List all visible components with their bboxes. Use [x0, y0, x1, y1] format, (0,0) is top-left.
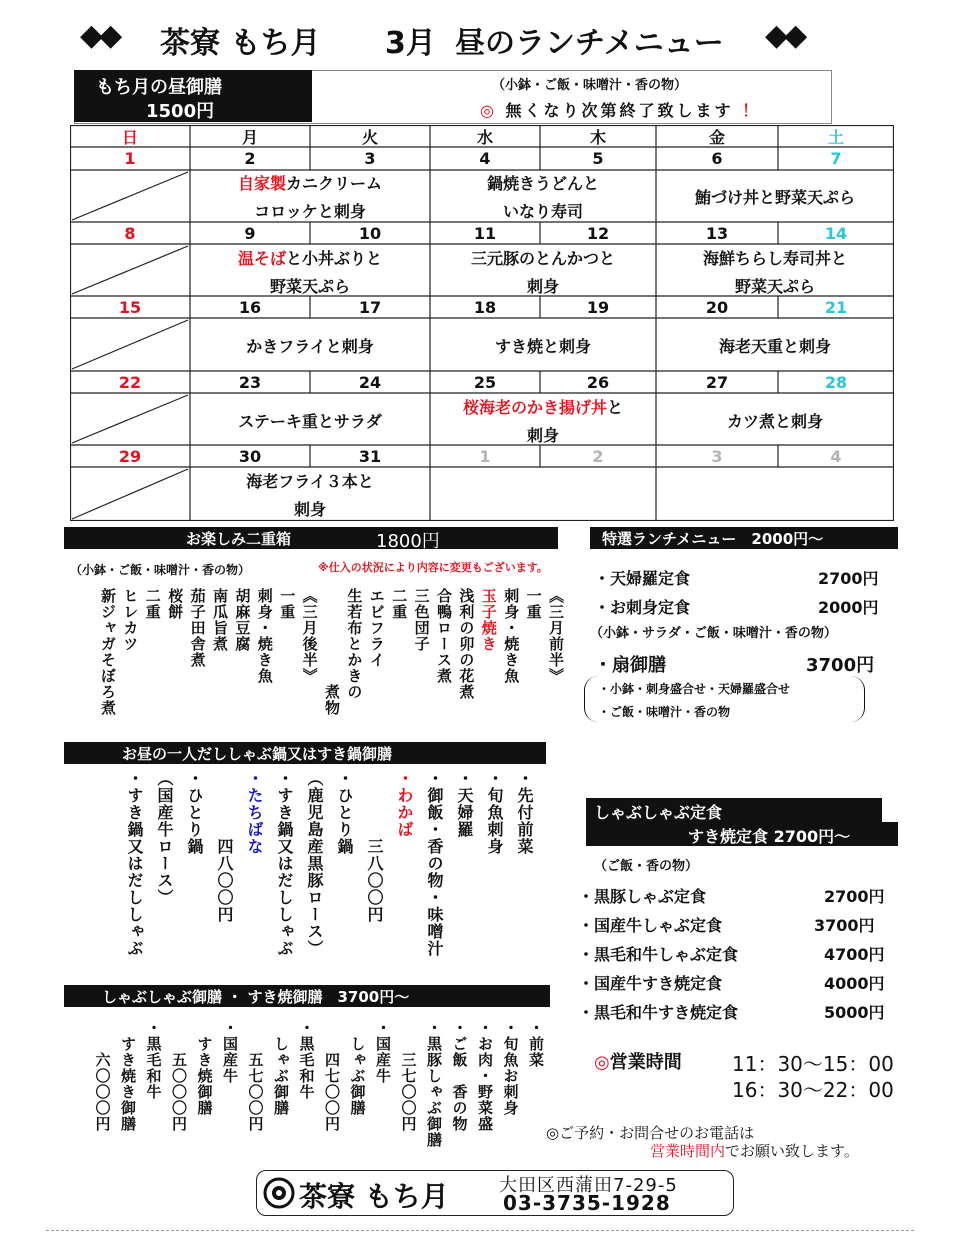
shabu-item-name: ・黒毛和牛しゃぶ定食: [578, 945, 739, 964]
shabu-teishoku-header-1: [586, 798, 882, 822]
calendar-day-number: 27: [705, 373, 729, 392]
calendar-meal: [656, 333, 894, 361]
tokusen-sashimi-note: （小鉢・サラダ・ご飯・味噌汁・香の物）: [590, 626, 837, 641]
meal-line-1: [656, 245, 894, 273]
vertical-text-column: ・黒豚しゃぶ御膳: [425, 1020, 443, 1148]
calendar-meal: [656, 245, 894, 301]
lunch-set-label: [74, 70, 312, 122]
vertical-text-column: 四八〇〇円: [215, 770, 234, 923]
vertical-text-column: ・わかば: [395, 770, 414, 838]
vertical-text-column: すき焼き御膳: [119, 1020, 137, 1132]
shabu-item-price: 4700円: [824, 945, 885, 964]
ougi-gozen-price: 3700円: [806, 655, 875, 676]
vertical-text-column: 五七〇〇円: [246, 1020, 265, 1132]
vertical-text-column: ヒレカツ: [121, 588, 140, 652]
calendar-meal: [430, 394, 656, 450]
vertical-text-column: 胡麻豆腐: [233, 588, 252, 652]
shabu-item-name: ・国産牛しゃぶ定食: [578, 916, 723, 935]
calendar-day-number: 1: [479, 447, 491, 466]
vertical-text-column: ・天婦羅: [455, 770, 474, 838]
title-right-diamonds: ◆◆: [765, 18, 804, 53]
tokusen-header-text: 特選ランチメニュー 2000円～: [602, 530, 824, 548]
vertical-text-column: 五〇〇〇円: [170, 1020, 188, 1132]
vertical-text-column: すき焼御膳: [195, 1020, 214, 1116]
vertical-text-column: 《三月後半》: [300, 588, 319, 684]
calendar-day-number: 10: [358, 224, 382, 243]
notice-mark: ◎: [480, 101, 497, 120]
meal-line-1: [430, 245, 656, 273]
calendar-day-number: 5: [592, 149, 604, 168]
lunch-set-notice: [480, 98, 761, 121]
vertical-text-column: （鹿児島産黒豚ロース）: [305, 770, 324, 957]
calendar-day-number: 15: [118, 298, 142, 317]
nijubako-header: [64, 527, 558, 552]
meal-line-2: 野菜天ぷら: [734, 277, 815, 296]
calendar-day-number: 29: [118, 447, 142, 466]
vertical-text-column: （国産牛ロース）: [155, 770, 174, 906]
calendar-meal: [656, 184, 894, 212]
calendar-meal: [190, 245, 430, 301]
calendar-day-number: 28: [824, 373, 848, 392]
meal-line-1: [190, 245, 430, 273]
meal-text-part: と: [607, 398, 624, 417]
meal-text-part: と小丼ぶりと: [286, 249, 383, 268]
calendar-day-number: 11: [473, 224, 497, 243]
title-shop-name: 茶寮 もち月: [160, 26, 321, 61]
meal-text-part: 海老フライ３本と: [246, 472, 374, 491]
calendar-day-number: 4: [830, 447, 842, 466]
vertical-text-column: ・先付前菜: [515, 770, 534, 855]
footer-shop-card: [256, 1170, 734, 1216]
shabu-item-name: ・黒豚しゃぶ定食: [578, 887, 707, 906]
meal-line-1: [430, 170, 656, 198]
calendar-meal: [190, 333, 430, 361]
vertical-text-column: 三色団子: [412, 588, 431, 652]
vertical-text-column: 一重: [278, 588, 297, 620]
tokusen-item-tempura: [594, 566, 690, 589]
calendar-day-number: 17: [358, 298, 382, 317]
hours-label: ◎営業時間: [594, 1052, 682, 1073]
lunch-set-includes: （小鉢・ご飯・味噌汁・香の物）: [492, 78, 688, 93]
meal-line-2: 野菜天ぷら: [269, 277, 350, 296]
tokusen-header: [590, 527, 898, 549]
calendar-meal: [656, 408, 894, 436]
weekday-wed: 水: [476, 128, 493, 147]
weekday-mon: 月: [241, 128, 258, 147]
meal-text-part: 桜海老のかき揚げ丼: [462, 398, 607, 417]
calendar-day-number: 8: [124, 224, 136, 243]
vertical-text-column: ・すき鍋又はだししゃぶ: [125, 770, 144, 957]
footer-shop-name: 茶寮 もち月: [299, 1180, 449, 1213]
calendar-meal: [430, 245, 656, 301]
vertical-text-column: 三八〇〇円: [365, 770, 384, 923]
calendar-day-number: 6: [711, 149, 723, 168]
vertical-text-column: ・国産牛: [374, 1020, 392, 1084]
calendar-meal: [190, 170, 430, 226]
vertical-text-column: ・たちばな: [245, 770, 264, 855]
vertical-text-column: エビフライ: [367, 588, 386, 668]
vertical-text-column: 玉子焼き: [479, 588, 498, 652]
nijubako-includes: （小鉢・ご飯・味噌汁・香の物）: [70, 563, 251, 577]
calendar-day-number: 23: [238, 373, 262, 392]
shabu-includes: （ご飯・香の物）: [594, 859, 699, 874]
vertical-text-column: 南瓜旨煮: [211, 588, 229, 652]
shabu-item-price: 4000円: [824, 974, 885, 993]
shabu-item-price: 5000円: [824, 1003, 885, 1022]
meal-text-part: すき焼と刺身: [494, 337, 591, 356]
shabu-item-name: ・黒毛和牛すき焼定食: [578, 1003, 739, 1022]
calendar-day-number: 25: [473, 373, 497, 392]
vertical-text-column: 生若布とかきの: [345, 588, 364, 700]
meal-text-part: カニクリーム: [286, 174, 383, 193]
calendar-day-number: 26: [586, 373, 610, 392]
page-title: [0, 10, 960, 60]
meal-text-part: 鍋焼きうどんと: [486, 174, 599, 193]
tokusen-item-price: 2000円: [818, 598, 879, 617]
calendar-day-number: 7: [830, 149, 842, 168]
calendar-meal: [190, 468, 430, 524]
shop-crest-icon: [263, 1177, 295, 1209]
calendar-day-number: 21: [824, 298, 848, 317]
meal-line-2: 刺身: [526, 426, 559, 445]
meal-text-part: かきフライと刺身: [246, 337, 374, 356]
title-month: 3月: [385, 26, 436, 61]
footer-address: 大田区西蒲田7-29-5: [499, 1175, 678, 1196]
nijubako-note: ※仕入の状況により内容に変更もございます。: [318, 561, 548, 574]
weekday-sun: 日: [121, 128, 138, 147]
ougi-contents-line1: ・小鉢・刺身盛合せ・天婦羅盛合せ: [598, 682, 791, 696]
footer-phone: 03-3735-1928: [503, 1191, 671, 1215]
reservation-line-2-rest: でお願い致します。: [725, 1142, 859, 1160]
calendar-day-number: 20: [705, 298, 729, 317]
vertical-text-column: ・ひとり鍋: [185, 770, 204, 855]
calendar-day-number: 3: [364, 149, 376, 168]
vertical-text-column: ・前菜: [527, 1020, 545, 1068]
calendar-day-number: 13: [705, 224, 729, 243]
calendar-day-number: 24: [358, 373, 382, 392]
calendar-day-number: 22: [118, 373, 142, 392]
vertical-text-column: 六〇〇〇円: [93, 1020, 112, 1132]
calendar-day-number: 31: [358, 447, 382, 466]
meal-text-part: 海鮮ちらし寿司丼と: [702, 249, 847, 268]
weekday-sat: 土: [827, 128, 844, 147]
lunch-calendar: [70, 125, 894, 521]
shabu-header1-text: しゃぶしゃぶ定食: [594, 803, 723, 822]
vertical-text-column: ・国産牛: [221, 1020, 239, 1084]
meal-line-1: [656, 333, 894, 361]
dashi-header: [64, 742, 546, 764]
shabu-item-price: 2700円: [824, 887, 885, 906]
vertical-text-column: 《三月前半》: [547, 588, 565, 684]
calendar-day-number: 16: [238, 298, 262, 317]
vertical-text-column: 合鴨ロース煮: [435, 588, 453, 684]
vertical-text-column: 四七〇〇円: [323, 1020, 341, 1132]
vertical-text-column: ・旬魚刺身: [485, 770, 504, 855]
reservation-line-1: ◎ご予約・お問合せのお電話は: [546, 1124, 755, 1142]
notice-text: 無くなり次第終了致します: [505, 101, 734, 120]
tokusen-item-name: ・天婦羅定食: [594, 569, 691, 588]
weekday-tue: 火: [361, 128, 378, 147]
shabu-teishoku-header-2: [586, 822, 898, 846]
meal-text-part: 自家製: [237, 174, 286, 193]
calendar-meal: [430, 333, 656, 361]
meal-text-part: 鮪づけ丼と野菜天ぷら: [694, 188, 855, 207]
dashi-header-text: お昼の一人だししゃぶ鍋又はすき鍋御膳: [122, 745, 393, 763]
nijubako-name: お楽しみ二重箱: [186, 530, 292, 548]
vertical-text-column: しゃぶ御膳: [272, 1020, 290, 1116]
nijubako-price: 1800円: [376, 531, 440, 552]
lunch-set-name: もち月の昼御膳: [96, 77, 222, 98]
meal-line-1: [190, 408, 430, 436]
meal-line-2: コロッケと刺身: [254, 202, 366, 221]
calendar-meal: [430, 170, 656, 226]
hours-time-1: 11：30～15：00: [732, 1052, 894, 1076]
ougi-contents-line2: ・ご飯・味噌汁・香の物: [598, 705, 731, 719]
calendar-day-number: 4: [479, 149, 491, 168]
meal-line-1: [430, 394, 656, 422]
vertical-text-column: 新ジャガそぼろ煮: [99, 588, 117, 716]
vertical-text-column: 桜餅: [166, 588, 185, 620]
reservation-line-2: [650, 1140, 859, 1161]
vertical-text-column: ・ひとり鍋: [335, 770, 354, 855]
meal-text-part: 三元豚のとんかつと: [470, 249, 615, 268]
meal-line-1: [656, 408, 894, 436]
meal-text-part: 海老天重と刺身: [718, 337, 831, 356]
calendar-day-number: 2: [592, 447, 604, 466]
vertical-text-column: ・御飯・香の物・味噌汁: [425, 770, 444, 957]
meal-line-1: [190, 170, 430, 198]
vertical-text-column: ・黒毛和牛: [144, 1020, 163, 1100]
calendar-day-number: 12: [586, 224, 610, 243]
calendar-day-number: 2: [244, 149, 256, 168]
reservation-hours-emphasis: 営業時間内: [650, 1142, 726, 1160]
ougi-right-paren: [850, 676, 865, 722]
meal-text-part: カツ煮と刺身: [726, 412, 823, 431]
hours-time-2: 16：30～22：00: [732, 1078, 894, 1102]
meal-text-part: 温そば: [237, 249, 286, 268]
meal-line-1: [656, 184, 894, 212]
hours-label-text: 営業時間: [609, 1052, 682, 1073]
meal-line-2: 刺身: [293, 500, 326, 519]
vertical-text-column: 刺身・焼き魚: [255, 588, 274, 684]
vertical-text-column: ・黒毛和牛: [297, 1020, 316, 1100]
bottom-divider: [46, 1230, 914, 1231]
vertical-text-column: 三七〇〇円: [399, 1020, 418, 1132]
meal-line-1: [190, 333, 430, 361]
calendar-day-number: 1: [124, 149, 136, 168]
gozen-header: [64, 985, 550, 1007]
title-heading: 昼のランチメニュー: [455, 26, 724, 61]
shabu-header2-text: すき焼定食 2700円～: [688, 827, 851, 846]
calendar-day-number: 3: [711, 447, 723, 466]
notice-exclaim: ！: [742, 101, 762, 120]
vertical-text-column: 刺身・焼き魚: [502, 588, 521, 684]
meal-line-1: [190, 468, 430, 496]
vertical-text-column: 二重: [143, 588, 162, 620]
meal-line-1: [430, 333, 656, 361]
gozen-header-text: しゃぶしゃぶ御膳 ・ すき焼御膳 3700円～: [102, 988, 410, 1006]
weekday-thu: 木: [589, 128, 606, 147]
calendar-day-number: 18: [473, 298, 497, 317]
tokusen-item-name: ・お刺身定食: [594, 598, 691, 617]
calendar-day-number: 19: [586, 298, 610, 317]
title-left-diamonds: ◆◆: [80, 18, 119, 53]
shabu-item-price: 3700円: [814, 916, 875, 935]
vertical-text-column: 二重: [390, 588, 409, 620]
calendar-day-number: 14: [824, 224, 848, 243]
vertical-text-column: 煮物: [323, 588, 341, 716]
weekday-fri: 金: [708, 128, 725, 147]
shabu-item-name: ・国産牛すき焼定食: [578, 974, 723, 993]
ougi-left-paren: [584, 676, 599, 722]
vertical-text-column: 一重: [524, 588, 543, 620]
vertical-text-column: 茄子田舎煮: [188, 588, 207, 668]
vertical-text-column: しゃぶ御膳: [348, 1020, 367, 1116]
meal-line-2: いなり寿司: [502, 202, 583, 221]
ougi-gozen-name: ・扇御膳: [594, 655, 666, 676]
calendar-day-number: 9: [244, 224, 256, 243]
meal-text-part: ステーキ重とサラダ: [238, 412, 382, 431]
meal-line-2: 刺身: [526, 277, 559, 296]
vertical-text-column: ・旬魚お刺身: [501, 1020, 520, 1116]
calendar-day-number: 30: [238, 447, 262, 466]
vertical-text-column: ・すき鍋又はだししゃぶ: [275, 770, 294, 957]
vertical-text-column: ・ご飯 香の物: [450, 1020, 469, 1132]
calendar-meal: [190, 408, 430, 436]
vertical-text-column: ・お肉・野菜盛: [476, 1020, 494, 1132]
lunch-set-price: 1500円: [146, 101, 215, 122]
tokusen-item-price: 2700円: [818, 569, 879, 588]
vertical-text-column: 浅利の卯の花煮: [457, 588, 476, 700]
